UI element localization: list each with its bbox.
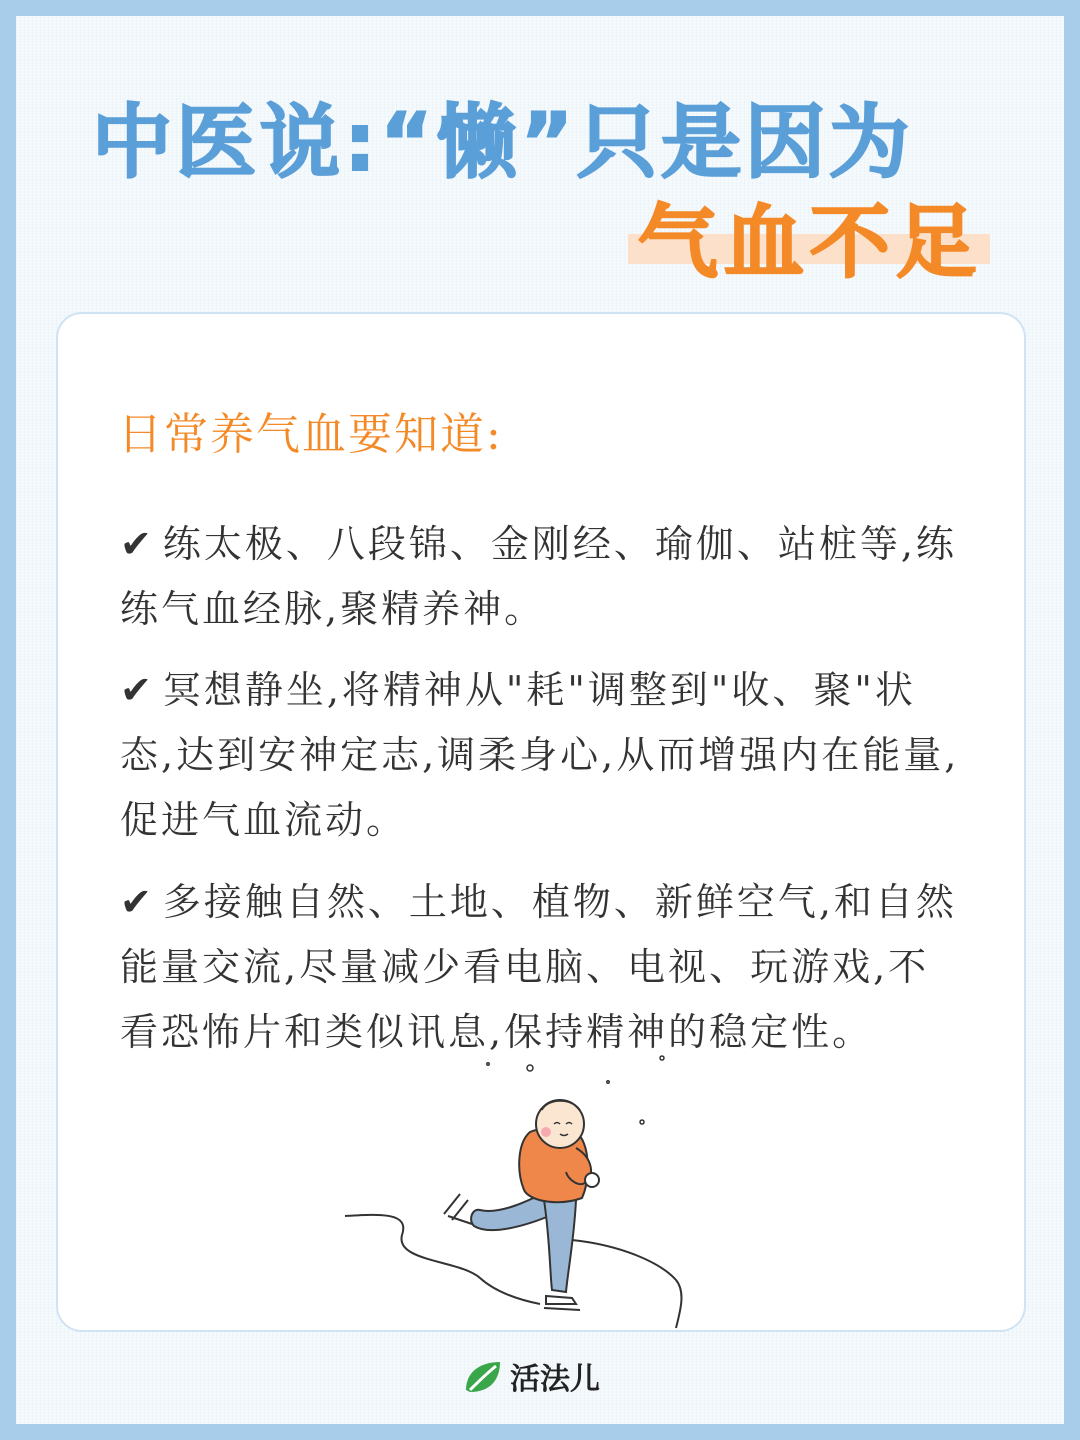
title-line2: 气血不足 [638,196,982,289]
tip-item-2 [120,658,968,853]
card-subtitle: 日常养气血要知道: [118,409,503,460]
title-line2-group [628,178,990,289]
ice-skater-illustration [340,1040,700,1330]
tip-item-3 [120,870,968,1065]
tip-item-1 [120,512,968,642]
brand-logo [462,1354,600,1398]
leaf-icon [462,1358,504,1394]
check-icon: ✔ [120,880,155,924]
tip-text-3: 多接触自然、土地、植物、新鲜空气,和自然能量交流,尽量减少看电脑、电视、玩游戏,不看恐怖片和类似讯息,保持精神的稳定性。 [120,880,957,1054]
check-icon: ✔ [120,668,155,712]
brand-name: 活法儿 [510,1362,600,1397]
tip-text-2: 冥想静坐,将精神从"耗"调整到"收、聚"状态,达到安神定志,调柔身心,从而增强内在能量,促进气血流动。 [120,668,960,842]
check-icon: ✔ [120,522,155,566]
title-line1: 中医说:“懒”只是因为 [92,96,914,189]
tip-text-1: 练太极、八段锦、金刚经、瑜伽、站桩等,练练气血经脉,聚精养神。 [120,522,957,631]
